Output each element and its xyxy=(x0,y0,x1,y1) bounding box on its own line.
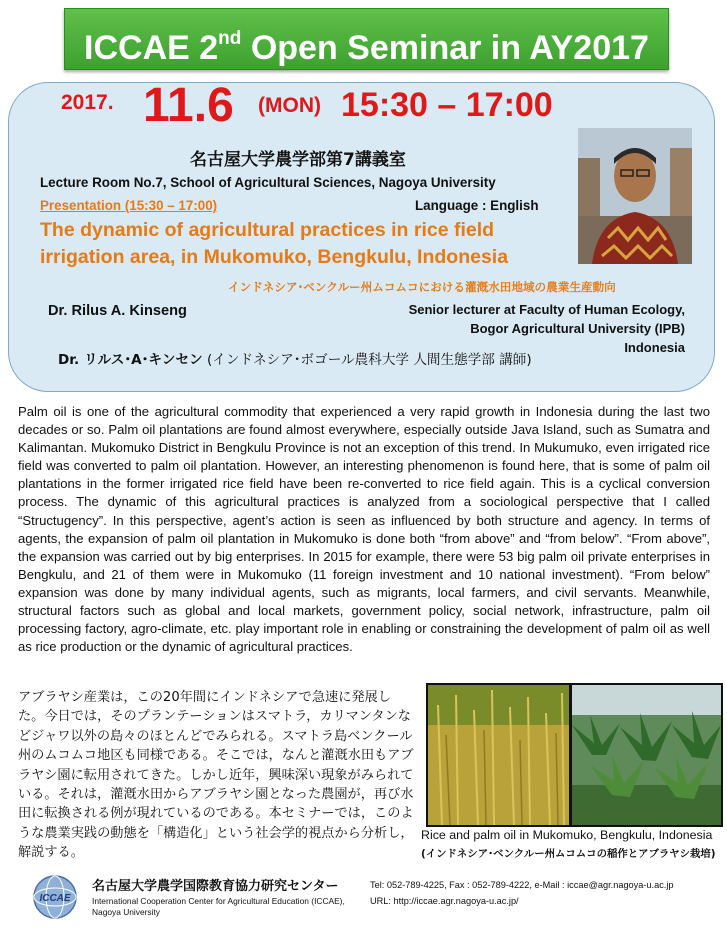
language-label: Language : English xyxy=(415,198,539,213)
event-date: 11.6 xyxy=(143,79,234,132)
seminar-banner xyxy=(64,8,669,70)
footer-url[interactable]: URL: http://iccae.agr.nagoya-u.ac.jp/ xyxy=(370,896,519,906)
speaker-photo xyxy=(578,128,692,264)
abstract-jp: アブラヤシ産業は，この20年間にインドネシアで急速に発展した。今日では，そのプランテーションはスマトラ，カリマンタンなどジャワ以外の島々のほとんどでみられる。スマトラ島ベンクール州のムコムコ地区も同様である。そこでは，なんと灌漑水田もアブラヤシ園に転用されてきた。しかし近年，興味深い現象がみられている。それは，灌漑水田からアブラヤシ園となった農園が，再び水田に転換される例が現れているのである。本セミナーでは，このような農業実践の動態を「構造化」という社会学的視点から分析し，解説する。 xyxy=(18,690,414,861)
abstract-en: Palm oil is one of the agricultural commodity that experienced a very rapid growth in Indonesia during the last two decades or so. Palm oil plantations are found almost everywhere, especially outside Java Island, such as Sumatra and Kalimantan. Mukomuko District in Bengkulu Province is not an exception of this trend. In Mukumuko, even irrigated rice field was converted to palm oil plantation. However, an interesting phenomenon is found here, that is some of palm oil plantations in the former irrigated rice field have been re-converted to rice field again. This is a cyclical conversion process. The dynamic of this agricultural practices is analyzed from a sociological perspective that I called “Structugency”. In this perspective, agent’s action is seen as influenced by both structure and agency. In terms of agents, the expansion of palm oil plantation in Mukomuko is done both “from above” and “from below”. “From above”, the expansion was carried out by big enterprises. In 2015 for example, there were 53 big palm oil private enterprises in Bengkulu, and 21 of them were in Mukomuko (11 foreign investment and 10 national investment). “From below” expansion was done by many individual agents, such as migrants, local farmers, and civil servants. Meanwhile, structural factors such as global and local markets, government policy, social network, infrastructure, palm oil processing factory, agro-climate, etc. play important role in enabling or constraining the development of palm oil as well as rice production or the dynamic of agricultural practices. xyxy=(18,404,710,655)
speaker-name-jp: Dr. リルス･A･キンセン xyxy=(58,352,203,368)
event-weekday: (MON) xyxy=(258,94,321,117)
photo-caption-en: Rice and palm oil in Mukomuko, Bengkulu, Indonesia xyxy=(421,828,713,842)
palm-oil-photo xyxy=(570,683,723,827)
footer-org-en1: International Cooperation Center for Agricultural Education (ICCAE), xyxy=(92,896,345,906)
palm-oil-illustration xyxy=(572,685,721,825)
iccae-logo-icon xyxy=(32,874,78,920)
speaker-jp-line xyxy=(58,348,532,368)
speaker-affiliation-1: Senior lecturer at Faculty of Human Ecology, xyxy=(408,302,685,317)
venue-en: Lecture Room No.7, School of Agricultural Sciences, Nagoya University xyxy=(40,175,496,190)
talk-title-line1: The dynamic of agricultural practices in rice field xyxy=(40,219,495,241)
photo-caption-jp: (インドネシア･ベンクルー州ムコムコの稲作とアブラヤシ栽培) xyxy=(421,848,716,860)
footer-org-en2: Nagoya University xyxy=(92,907,160,917)
banner-title-pre: ICCAE 2 xyxy=(84,29,219,67)
speaker-affiliation-3: Indonesia xyxy=(624,340,685,355)
talk-title-line2: irrigation area, in Mukomuko, Bengkulu, Indonesia xyxy=(40,246,509,268)
banner-title-post: Open Seminar in AY2017 xyxy=(241,29,649,67)
speaker-affiliation-2: Bogor Agricultural University (IPB) xyxy=(470,321,685,336)
event-time: 15:30 – 17:00 xyxy=(341,86,553,124)
rice-field-photo xyxy=(426,683,571,827)
talk-title-jp: インドネシア･ベンクルー州ムコムコにおける灌漑水田地域の農業生産動向 xyxy=(228,280,616,294)
footer-contact: Tel: 052-789-4225, Fax : 052-789-4222, e-Mail : iccae@agr.nagoya-u.ac.jp xyxy=(370,880,674,890)
venue-jp: 名古屋大学農学部第7講義室 xyxy=(190,150,406,170)
presentation-time: Presentation (15:30 – 17:00) xyxy=(40,198,218,213)
event-year: 2017. xyxy=(61,91,114,114)
iccae-logo xyxy=(32,874,78,920)
speaker-name-en: Dr. Rilus A. Kinseng xyxy=(48,303,187,319)
banner-title-sup: nd xyxy=(218,28,242,49)
speaker-photo-illustration xyxy=(578,128,692,264)
speaker-affiliation-jp: (インドネシア･ボゴール農科大学 人間生態学部 講師) xyxy=(207,352,532,368)
logo-text: ICCAE xyxy=(39,893,71,904)
footer-org-jp: 名古屋大学農学国際教育協力研究センター xyxy=(92,879,339,894)
rice-field-illustration xyxy=(428,685,569,825)
